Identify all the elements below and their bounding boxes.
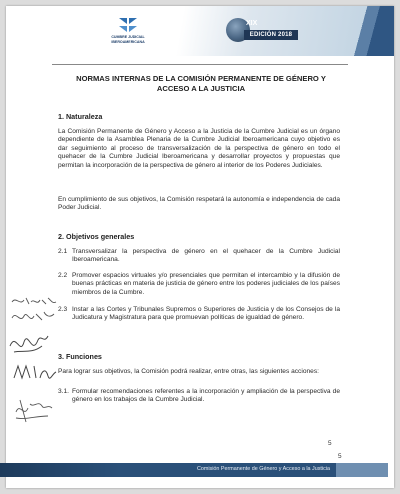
title-line-1: NORMAS INTERNAS DE LA COMISIÓN PERMANENTE DE GÉNERO Y — [76, 74, 326, 83]
cumbre-logo-icon — [117, 16, 139, 34]
edition-logo — [224, 16, 296, 44]
section-heading-objetivos: 2. Objetivos generales — [58, 232, 135, 241]
document-title — [66, 74, 336, 94]
title-line-2: ACCESO A LA JUSTICIA — [156, 84, 246, 93]
item-text: Formular recomendaciones referentes a la incorporación y ampliación de la perspectiva de género en los trabajos de la Cumbre Judicial. — [72, 388, 340, 404]
item-text: Promover espacios virtuales y/o presenciales que permitan el intercambio y la difusión de buenas prácticas en materia de justicia de género entre los poderes judiciales de los países miembros de la Cumbre. — [72, 272, 340, 296]
item-number: 2.1 — [58, 248, 68, 255]
item-text: Instar a las Cortes y Tribunales Supremos o Superiores de Justicia y de los Consejos de la Judicatura y Magistratura para que promuevan políticas de igualdad de género. — [72, 306, 340, 322]
item-number: 2.3 — [58, 306, 68, 313]
header-stripe — [334, 6, 394, 56]
section-heading-naturaleza: 1. Naturaleza — [58, 112, 103, 121]
page-number-inner: 5 — [328, 440, 332, 447]
logo-caption-1: CUMBRE JUDICIAL — [111, 35, 145, 39]
footer-accent — [0, 463, 120, 477]
paragraph-funciones-intro: Para lograr sus objetivos, la Comisión podrá realizar, entre otras, las siguientes acciones: — [58, 368, 319, 375]
page-number-outer: 5 — [338, 453, 342, 460]
item-number: 2.2 — [58, 272, 68, 279]
section-heading-funciones: 3. Funciones — [58, 352, 102, 361]
handwritten-signatures — [6, 292, 62, 442]
edition-mark: XIX — [246, 20, 258, 27]
footer-text: Comisión Permanente de Género y Acceso a la Justicia — [196, 466, 330, 472]
header-rule — [52, 64, 348, 65]
edition-label: EDICIÓN 2018 — [244, 30, 298, 40]
paragraph-naturaleza-2: En cumplimiento de sus objetivos, la Comisión respetará la autonomía e independencia de cada Poder Judicial. — [58, 196, 340, 212]
cumbre-judicial-logo — [110, 16, 146, 44]
logo-caption-2: IBEROAMERICANA — [111, 40, 145, 44]
item-number: 3.1. — [58, 388, 69, 395]
item-text: Transversalizar la perspectiva de género en el quehacer de la Cumbre Judicial Iberoamericana. — [72, 248, 340, 264]
document-page — [6, 6, 394, 488]
footer-end-block — [336, 463, 388, 477]
paragraph-naturaleza-1: La Comisión Permanente de Género y Acceso a la Justicia de la Cumbre Judicial es un órgano dependiente de la Asamblea Plenaria de la Cumbre Judicial Iberoamericana cuyo objetivo es dar seguimiento al proceso de transversalización de la perspectiva de género en todo el quehacer de la Cumbre Judicial Iberoamericana y desarrollar proyectos y propuestas que permitan la incorporación de la perspectiva de género al interior de los Poderes Judiciales. — [58, 128, 340, 169]
